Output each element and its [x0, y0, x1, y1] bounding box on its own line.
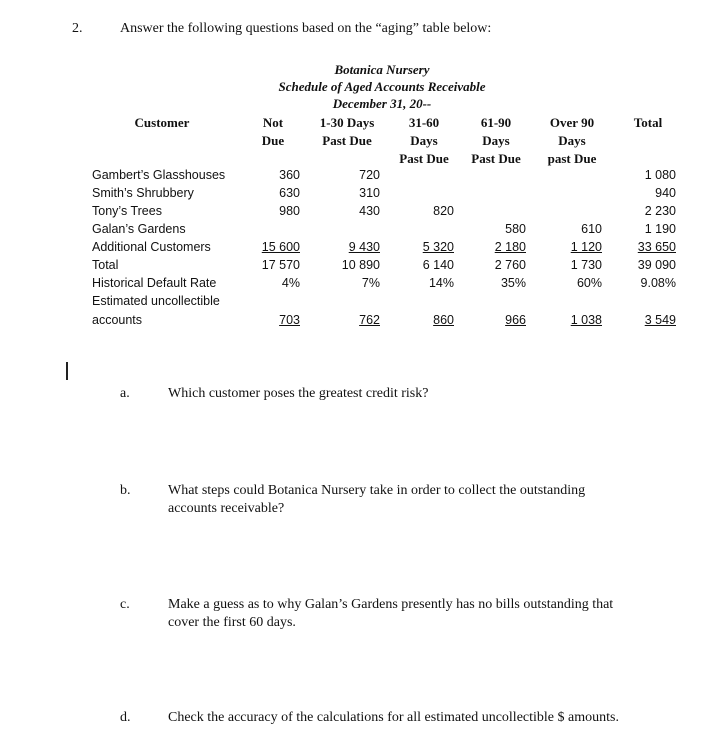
cell-over90: 1 730: [570, 258, 602, 272]
subq-b-line-1: What steps could Botanica Nursery take in order to collect the outstanding: [168, 483, 586, 498]
cell-d61-90: 2 760: [494, 258, 526, 272]
row-label: Tony’s Trees: [92, 204, 162, 218]
cell-d61-90: 2 180: [494, 240, 526, 254]
cell-total: 1 080: [644, 168, 676, 182]
cell-d1-30: 720: [359, 168, 380, 182]
header-61-90-1: 61-90: [480, 115, 512, 130]
estimated-label-2: accounts: [92, 313, 143, 327]
cell-total: 1 190: [644, 222, 676, 236]
row-label: Gambert’s Glasshouses: [92, 168, 226, 182]
cell-not-due: 360: [279, 168, 300, 182]
cell-d1-30: 9 430: [348, 240, 380, 254]
cell-over90: 610: [581, 222, 602, 236]
subq-b-letter: b.: [120, 483, 131, 498]
cell-not-due: 15 600: [261, 240, 300, 254]
row-label: Smith’s Shrubbery: [92, 186, 194, 200]
cell-d1-30: 310: [359, 186, 380, 200]
table-date: December 31, 20--: [332, 96, 432, 111]
text-cursor: [66, 362, 68, 380]
cell-d61-90: 580: [505, 222, 526, 236]
cell-total: 940: [655, 186, 676, 200]
header-over-90-1: Over 90: [549, 115, 595, 130]
row-label: Galan’s Gardens: [92, 222, 186, 236]
cell-d31-60: 14%: [428, 276, 454, 290]
cell-d1-30: 430: [359, 204, 380, 218]
cell-total: 9.08%: [640, 276, 676, 290]
header-1-30-2: Past Due: [322, 133, 372, 148]
header-31-60-2: Days: [410, 133, 438, 148]
cell-not-due: 630: [279, 186, 300, 200]
header-not-due-1: Not: [262, 115, 284, 130]
cell-not-due: 980: [279, 204, 300, 218]
cell-total: 33 650: [637, 240, 676, 254]
header-61-90-3: Past Due: [471, 151, 521, 166]
table-schedule: Schedule of Aged Accounts Receivable: [278, 79, 486, 94]
cell-d1-30: 7%: [361, 276, 380, 290]
subq-d-letter: d.: [120, 710, 131, 725]
subq-c-line-1: Make a guess as to why Galan’s Gardens presently has no bills outstanding that: [168, 597, 614, 612]
subq-c-letter: c.: [120, 597, 130, 612]
cell-over90: 1 120: [570, 240, 602, 254]
estimated-31-60: 860: [433, 313, 454, 327]
cell-d1-30: 10 890: [341, 258, 380, 272]
row-label: Total: [92, 258, 119, 272]
row-label: Historical Default Rate: [92, 276, 217, 290]
estimated-1-30: 762: [359, 313, 380, 327]
cell-d31-60: 820: [433, 204, 454, 218]
estimated-not-due: 703: [279, 313, 300, 327]
subq-b-line-2: accounts receivable?: [168, 501, 285, 516]
header-customer: Customer: [134, 115, 190, 130]
subq-d-line-1: Check the accuracy of the calculations for all estimated uncollectible $ amounts.: [168, 710, 619, 725]
estimated-61-90: 966: [505, 313, 526, 327]
header-31-60-1: 31-60: [408, 115, 440, 130]
question-number: 2.: [72, 21, 83, 36]
row-label: Additional Customers: [92, 240, 211, 254]
cell-d31-60: 5 320: [422, 240, 454, 254]
header-over-90-2: Days: [558, 133, 586, 148]
subq-a-line-1: Which customer poses the greatest credit risk?: [168, 386, 429, 401]
estimated-over-90: 1 038: [570, 313, 602, 327]
cell-over90: 60%: [576, 276, 602, 290]
cell-total: 2 230: [644, 204, 676, 218]
header-total: Total: [633, 115, 663, 130]
header-over-90-3: past Due: [547, 151, 597, 166]
estimated-label-1: Estimated uncollectible: [92, 294, 220, 308]
subq-c-line-2: cover the first 60 days.: [168, 615, 296, 630]
cell-d31-60: 6 140: [422, 258, 454, 272]
header-31-60-3: Past Due: [399, 151, 449, 166]
header-1-30-1: 1-30 Days: [319, 115, 375, 130]
question-intro: Answer the following questions based on the “aging” table below:: [120, 21, 492, 36]
cell-d61-90: 35%: [500, 276, 526, 290]
estimated-total: 3 549: [644, 313, 676, 327]
subq-a-letter: a.: [120, 386, 130, 401]
header-not-due-2: Due: [261, 133, 285, 148]
table-company: Botanica Nursery: [334, 62, 430, 77]
cell-not-due: 17 570: [261, 258, 300, 272]
cell-not-due: 4%: [281, 276, 300, 290]
header-61-90-2: Days: [482, 133, 510, 148]
cell-total: 39 090: [637, 258, 676, 272]
